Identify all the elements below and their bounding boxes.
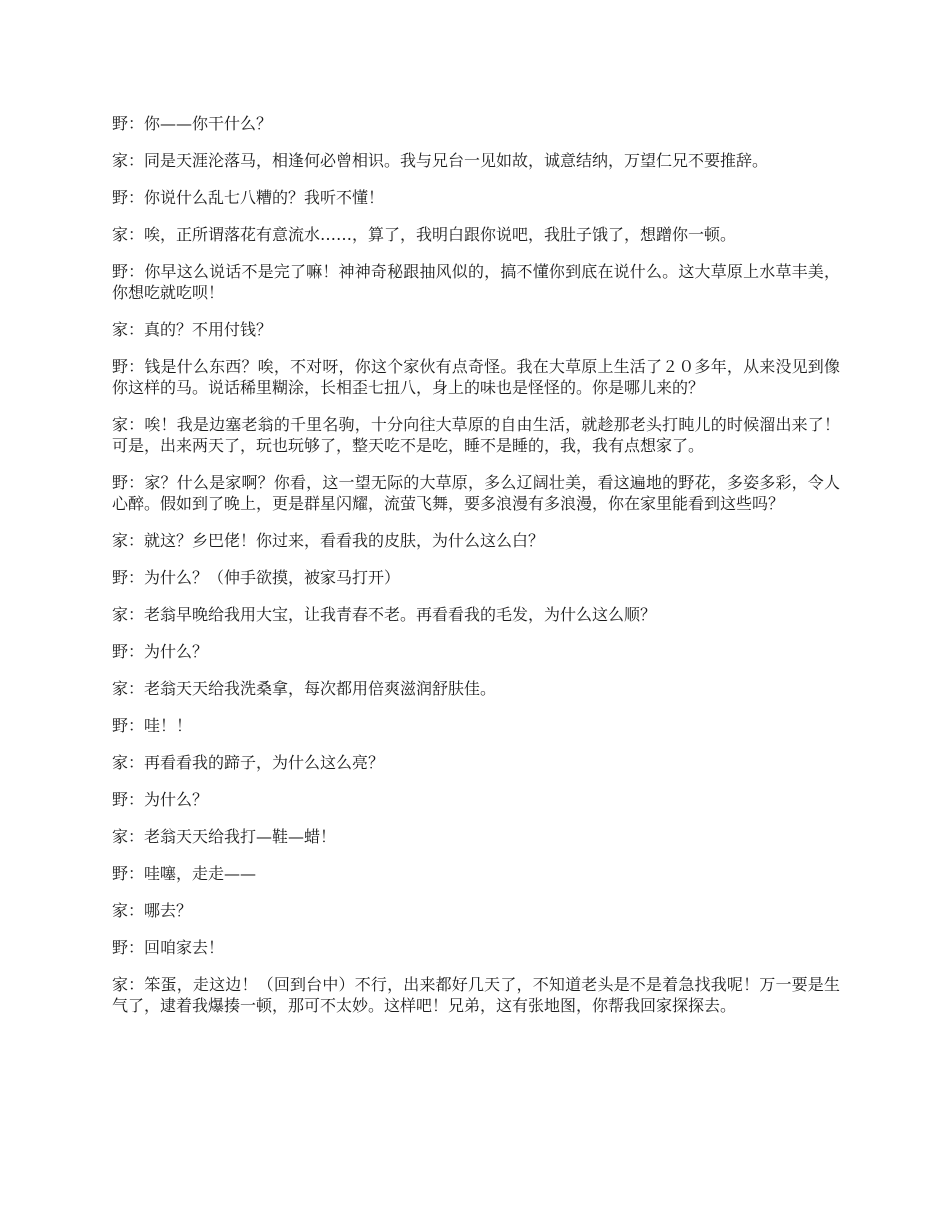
dialogue-line: 野：哇！！ [112, 716, 193, 735]
dialogue-line: 野：回咱家去！ [112, 938, 225, 957]
dialogue-line: 家：唉，正所谓落花有意流水……，算了，我明白跟你说吧，我肚子饿了，想蹭你一顿。 [112, 225, 737, 244]
dialogue-line: 家：笨蛋，走这边！（回到台中）不行，出来都好几天了，不知道老头是不是着急找我呢！万一要是生气了，逮着我爆揍一顿，那可不太妙。这样吧！兄弟，这有张地图，你帮我回家探探去。 [112, 975, 840, 1015]
dialogue-line: 野：钱是什么东西？唉，不对呀，你这个家伙有点奇怪。我在大草原上生活了２０多年，从来没见到像你这样的马。说话稀里糊涂，长相歪七扭八，身上的味也是怪怪的。你是哪儿来的？ [112, 357, 840, 397]
dialogue-line: 野：你——你干什么？ [112, 114, 273, 133]
dialogue-line: 野：为什么？ [112, 790, 209, 809]
dialogue-line: 家：同是天涯沦落马，相逢何必曾相识。我与兄台一见如故，诚意结纳，万望仁兄不要推辞。 [112, 151, 769, 170]
dialogue-line: 家：唉！我是边塞老翁的千里名驹，十分向往大草原的自由生活，就趁那老头打盹儿的时候溜出来了！可是，出来两天了，玩也玩够了，整天吃不是吃，睡不是睡的，我，我有点想家了。 [112, 415, 840, 455]
dialogue-line: 野：家？什么是家啊？你看，这一望无际的大草原，多么辽阔壮美，看这遍地的野花，多姿多彩，令人心醉。假如到了晚上，更是群星闪耀，流萤飞舞，要多浪漫有多浪漫，你在家里能看到这些吗？ [112, 473, 840, 513]
dialogue-line: 家：再看看我的蹄子，为什么这么亮？ [112, 753, 385, 772]
dialogue-line: 家：老翁早晚给我用大宝，让我青春不老。再看看我的毛发，为什么这么顺？ [112, 605, 657, 624]
dialogue-line: 家：就这？乡巴佬！你过来，看看我的皮肤，为什么这么白？ [112, 531, 545, 550]
dialogue-line: 野：你说什么乱七八糟的？我听不懂！ [112, 188, 385, 207]
dialogue-line: 野：为什么？（伸手欲摸，被家马打开） [112, 568, 401, 587]
dialogue-line: 野：为什么？ [112, 642, 209, 661]
dialogue-line: 家：老翁天天给我洗桑拿，每次都用倍爽滋润舒肤佳。 [112, 679, 497, 698]
dialogue-line: 家：老翁天天给我打—鞋—蜡！ [112, 827, 337, 846]
dialogue-line: 野：你早这么说话不是完了嘛！神神奇秘跟抽风似的，搞不懂你到底在说什么。这大草原上水草丰美，你想吃就吃呗！ [112, 262, 840, 302]
document-page [112, 113, 840, 1032]
dialogue-line: 家：哪去？ [112, 901, 193, 920]
dialogue-line: 家：真的？不用付钱？ [112, 320, 273, 339]
dialogue-line: 野：哇噻，走走—— [112, 864, 257, 883]
